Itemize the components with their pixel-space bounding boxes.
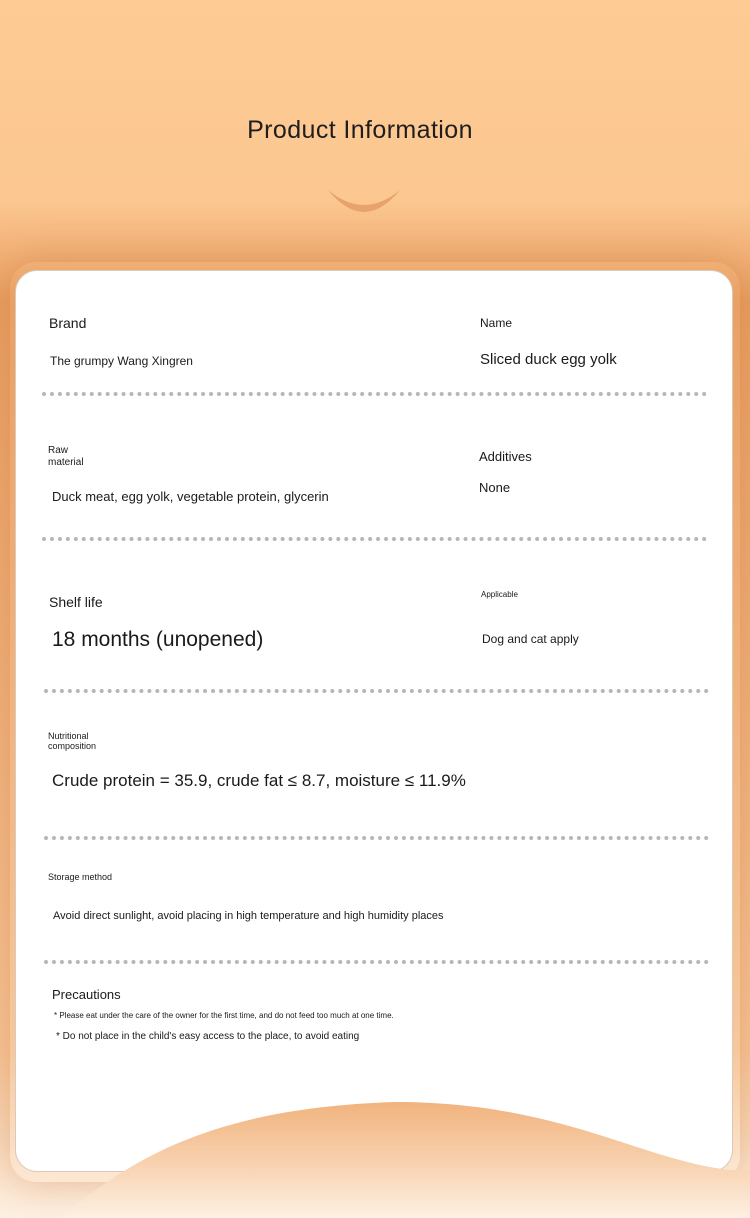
brand-value: The grumpy Wang Xingren bbox=[50, 354, 193, 368]
applicable-value: Dog and cat apply bbox=[482, 632, 579, 646]
raw-material-label: Raw material bbox=[48, 445, 84, 468]
nutrition-value: Crude protein = 35.9, crude fat ≤ 8.7, moisture ≤ 11.9% bbox=[52, 771, 466, 790]
smile-decoration bbox=[326, 186, 402, 218]
storage-value: Avoid direct sunlight, avoid placing in high temperature and high humidity places bbox=[53, 910, 444, 922]
separator bbox=[42, 392, 707, 396]
additives-label: Additives bbox=[479, 449, 532, 464]
separator bbox=[42, 537, 707, 541]
name-value: Sliced duck egg yolk bbox=[480, 351, 617, 368]
bottom-wave-decoration bbox=[0, 1090, 750, 1218]
precautions-note-2: * Do not place in the child's easy access to the place, to avoid eating bbox=[56, 1031, 360, 1042]
nutrition-label: Nutritional composition bbox=[48, 731, 97, 751]
precautions-label: Precautions bbox=[52, 987, 121, 1002]
separator bbox=[44, 836, 709, 840]
page-title: Product Information bbox=[247, 116, 473, 144]
storage-label: Storage method bbox=[48, 872, 113, 882]
name-label: Name bbox=[480, 316, 513, 330]
brand-label: Brand bbox=[49, 315, 87, 331]
additives-value: None bbox=[479, 480, 511, 495]
product-info-card bbox=[15, 270, 733, 1172]
precautions-note-1: * Please eat under the care of the owner for the first time, and do not feed too much at one time. bbox=[54, 1011, 394, 1020]
shelf-life-label: Shelf life bbox=[49, 594, 103, 610]
raw-material-value: Duck meat, egg yolk, vegetable protein, glycerin bbox=[52, 489, 329, 504]
shelf-life-value: 18 months (unopened) bbox=[52, 628, 264, 651]
applicable-label: Applicable bbox=[481, 590, 518, 599]
separator bbox=[44, 689, 709, 693]
separator bbox=[44, 960, 709, 964]
